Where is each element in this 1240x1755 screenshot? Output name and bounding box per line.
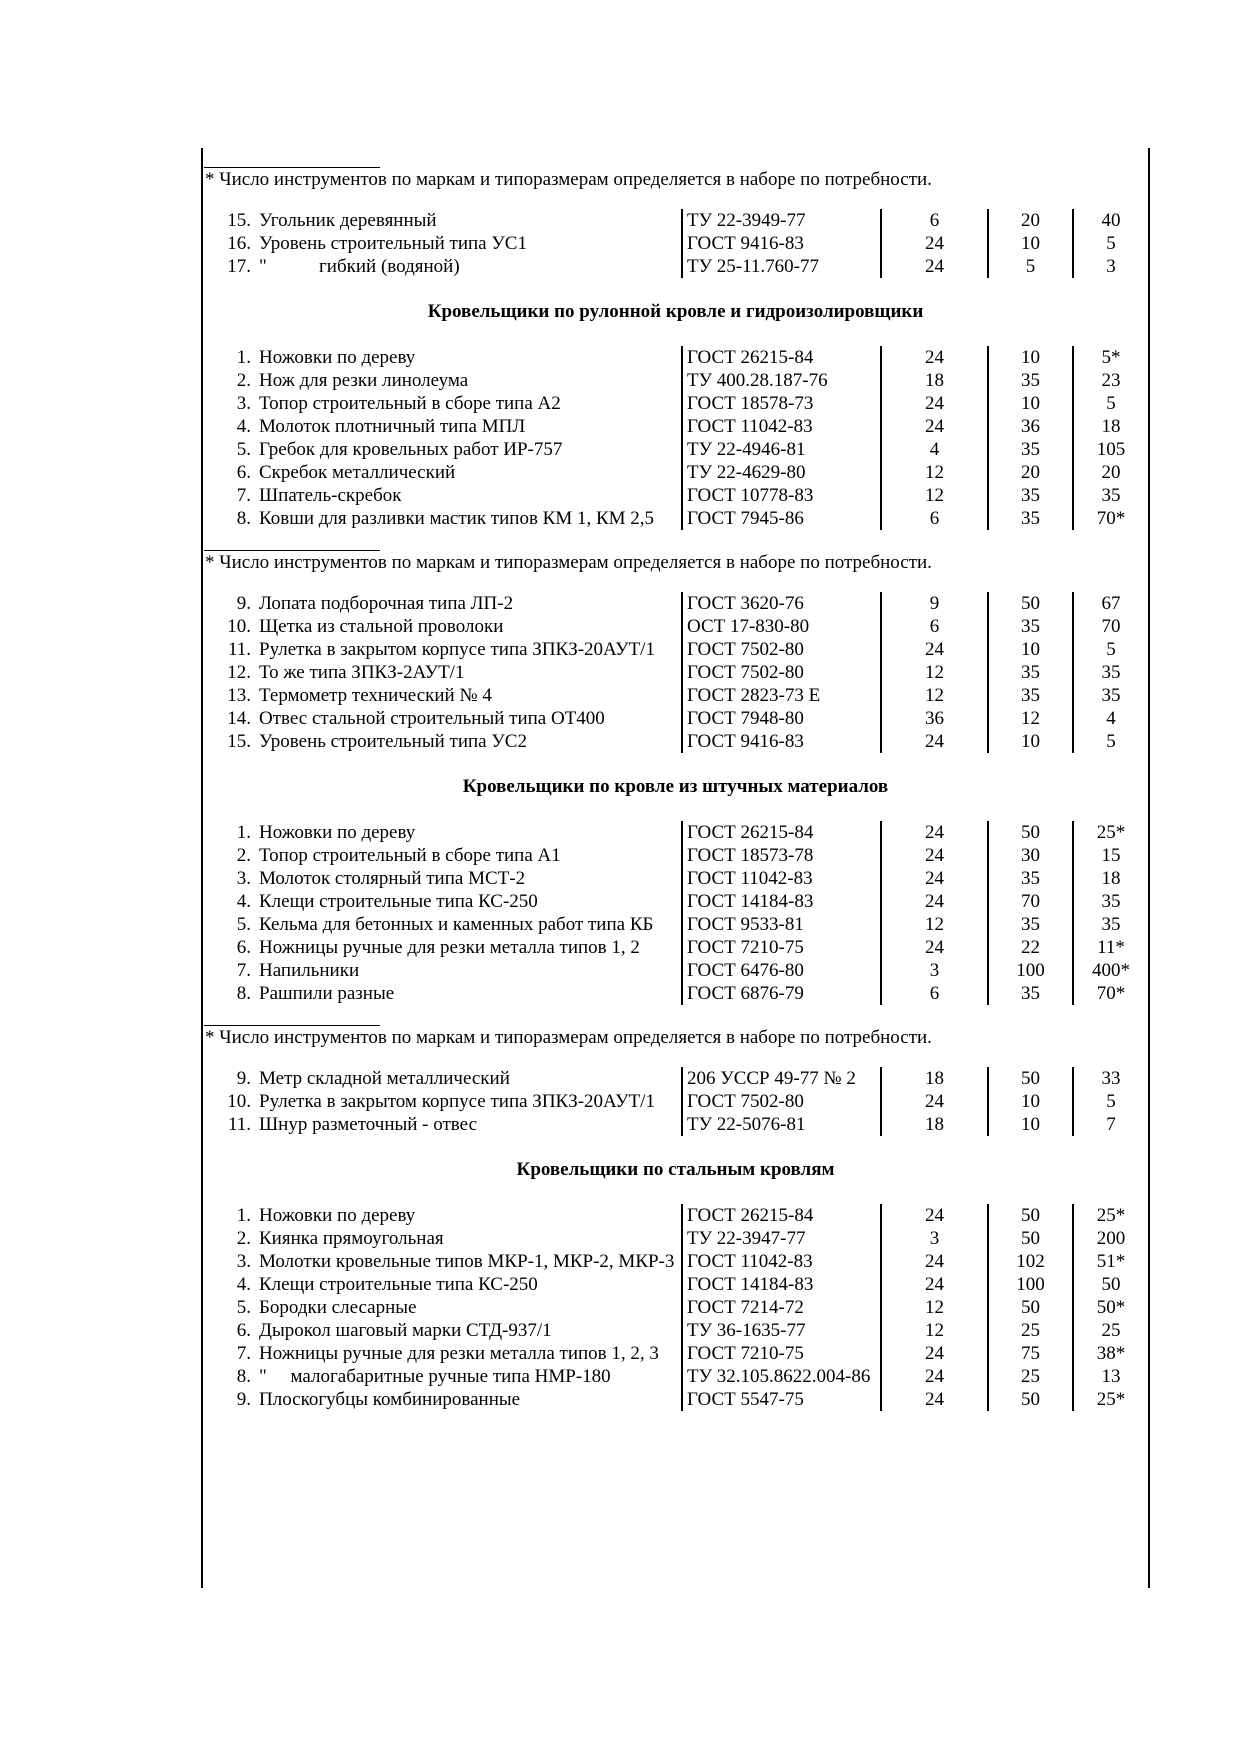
item-name: Молоток плотничный типа МПЛ	[259, 416, 526, 437]
item-standard: ГОСТ 7210-75	[682, 1342, 881, 1365]
table-row	[203, 913, 1148, 936]
item-number: 11.	[227, 1114, 251, 1135]
item-number: 7.	[236, 1343, 251, 1364]
item-value-a: 6	[881, 982, 988, 1005]
item-name: Клещи строительные типа КС-250	[259, 891, 538, 912]
item-name: Ножницы ручные для резки металла типов 1, 2	[259, 937, 640, 958]
item-value-a: 12	[881, 661, 988, 684]
item-value-a: 12	[881, 1319, 988, 1342]
item-value-c: 5	[1073, 638, 1148, 661]
footnote: * Число инструментов по маркам и типоразмерам определяется в наборе по потребности.	[205, 552, 932, 573]
item-value-a: 12	[881, 461, 988, 484]
footnote: * Число инструментов по маркам и типоразмерам определяется в наборе по потребности.	[205, 169, 932, 190]
item-number: 3.	[236, 393, 251, 414]
item-standard: ГОСТ 7948-80	[682, 707, 881, 730]
item-value-a: 24	[881, 1250, 988, 1273]
table-row	[203, 507, 1148, 530]
item-value-b: 10	[988, 730, 1073, 753]
item-number: 4.	[236, 416, 251, 437]
item-value-c: 5	[1073, 232, 1148, 255]
item-value-c: 15	[1073, 844, 1148, 867]
item-name: Термометр технический № 4	[259, 685, 492, 706]
right-border-line	[1148, 148, 1150, 1588]
item-value-b: 10	[988, 392, 1073, 415]
items-table-s1	[203, 346, 1148, 530]
item-value-b: 50	[988, 592, 1073, 615]
item-value-a: 24	[881, 844, 988, 867]
item-value-b: 12	[988, 707, 1073, 730]
item-value-c: 7	[1073, 1113, 1148, 1136]
item-number: 6.	[236, 937, 251, 958]
item-value-c: 5*	[1073, 346, 1148, 369]
item-value-b: 70	[988, 890, 1073, 913]
item-standard: ТУ 25-11.760-77	[682, 255, 881, 278]
item-standard: ГОСТ 26215-84	[682, 821, 881, 844]
item-value-c: 400*	[1073, 959, 1148, 982]
items-table-s0	[203, 209, 1148, 278]
item-standard: ГОСТ 7502-80	[682, 661, 881, 684]
item-standard: ГОСТ 7502-80	[682, 1090, 881, 1113]
item-value-b: 35	[988, 913, 1073, 936]
item-value-b: 35	[988, 438, 1073, 461]
item-number: 3.	[236, 1251, 251, 1272]
table-row	[203, 1273, 1148, 1296]
item-value-c: 70*	[1073, 982, 1148, 1005]
item-value-a: 3	[881, 959, 988, 982]
item-name: Щетка из стальной проволоки	[259, 616, 504, 637]
item-name: Напильники	[259, 960, 360, 981]
item-value-b: 35	[988, 484, 1073, 507]
item-name: Уровень строительный типа УС1	[259, 233, 527, 254]
item-value-b: 10	[988, 232, 1073, 255]
item-name: Рулетка в закрытом корпусе типа ЗПКЗ-20АУТ/1	[259, 639, 655, 660]
item-number: 13.	[227, 685, 251, 706]
item-value-c: 23	[1073, 369, 1148, 392]
item-standard: ГОСТ 7214-72	[682, 1296, 881, 1319]
item-number: 7.	[236, 485, 251, 506]
item-value-b: 10	[988, 346, 1073, 369]
item-name: Шпатель-скребок	[259, 485, 402, 506]
document-content	[203, 148, 1148, 1411]
item-value-c: 35	[1073, 484, 1148, 507]
item-value-b: 5	[988, 255, 1073, 278]
item-value-c: 35	[1073, 661, 1148, 684]
table-row	[203, 844, 1148, 867]
item-standard: ГОСТ 14184-83	[682, 890, 881, 913]
item-value-a: 18	[881, 1067, 988, 1090]
item-standard: ТУ 400.28.187-76	[682, 369, 881, 392]
item-number: 2.	[236, 845, 251, 866]
item-standard: ОСТ 17-830-80	[682, 615, 881, 638]
item-standard: ГОСТ 3620-76	[682, 592, 881, 615]
item-value-c: 40	[1073, 209, 1148, 232]
item-number: 5.	[236, 1297, 251, 1318]
item-value-c: 50	[1073, 1273, 1148, 1296]
item-standard: ГОСТ 18573-78	[682, 844, 881, 867]
item-value-b: 25	[988, 1319, 1073, 1342]
item-value-a: 24	[881, 415, 988, 438]
table-row	[203, 638, 1148, 661]
item-standard: ГОСТ 7502-80	[682, 638, 881, 661]
item-value-a: 9	[881, 592, 988, 615]
item-name: Отвес стальной строительный типа ОТ400	[259, 708, 605, 729]
item-value-b: 102	[988, 1250, 1073, 1273]
item-value-b: 35	[988, 982, 1073, 1005]
table-row	[203, 369, 1148, 392]
item-value-c: 13	[1073, 1365, 1148, 1388]
item-value-c: 5	[1073, 730, 1148, 753]
item-value-a: 24	[881, 392, 988, 415]
table-row	[203, 438, 1148, 461]
item-number: 10.	[227, 616, 251, 637]
item-value-a: 24	[881, 936, 988, 959]
item-standard: ГОСТ 7945-86	[682, 507, 881, 530]
item-number: 7.	[236, 960, 251, 981]
item-value-c: 33	[1073, 1067, 1148, 1090]
item-value-c: 18	[1073, 415, 1148, 438]
item-value-a: 12	[881, 913, 988, 936]
item-value-a: 24	[881, 1365, 988, 1388]
item-name: Дырокол шаговый марки СТД-937/1	[259, 1320, 552, 1341]
item-value-a: 24	[881, 255, 988, 278]
item-value-b: 50	[988, 1227, 1073, 1250]
item-number: 9.	[236, 593, 251, 614]
item-value-b: 35	[988, 661, 1073, 684]
item-value-c: 51*	[1073, 1250, 1148, 1273]
table-row	[203, 392, 1148, 415]
item-name: Гребок для кровельных работ ИР-757	[259, 439, 563, 460]
item-name: Шнур разметочный - отвес	[259, 1114, 478, 1135]
item-name: Молоток столярный типа МСТ-2	[259, 868, 526, 889]
table-row	[203, 890, 1148, 913]
item-standard: ГОСТ 9416-83	[682, 232, 881, 255]
item-standard: ГОСТ 26215-84	[682, 346, 881, 369]
item-number: 8.	[236, 508, 251, 529]
item-value-b: 50	[988, 821, 1073, 844]
item-value-c: 5	[1073, 392, 1148, 415]
item-number: 4.	[236, 891, 251, 912]
table-row	[203, 867, 1148, 890]
item-number: 9.	[236, 1389, 251, 1410]
table-row	[203, 1113, 1148, 1136]
item-value-c: 25	[1073, 1319, 1148, 1342]
item-value-a: 24	[881, 821, 988, 844]
items-table-s3	[203, 821, 1148, 1005]
item-value-c: 18	[1073, 867, 1148, 890]
item-number: 12.	[227, 662, 251, 683]
section-heading-roll-roofing: Кровельщики по рулонной кровле и гидроизолировщики	[427, 301, 924, 322]
item-standard: ТУ 36-1635-77	[682, 1319, 881, 1342]
item-value-a: 6	[881, 615, 988, 638]
item-value-b: 35	[988, 507, 1073, 530]
item-value-a: 6	[881, 507, 988, 530]
item-name: Уровень строительный типа УС2	[259, 731, 527, 752]
table-row	[203, 232, 1148, 255]
item-value-a: 24	[881, 1273, 988, 1296]
table-row	[203, 707, 1148, 730]
item-standard: ТУ 32.105.8622.004-86	[682, 1365, 881, 1388]
items-table-s2	[203, 592, 1148, 753]
item-number: 16.	[227, 233, 251, 254]
item-value-b: 36	[988, 415, 1073, 438]
table-row	[203, 1067, 1148, 1090]
item-number: 5.	[236, 439, 251, 460]
table-row	[203, 936, 1148, 959]
item-name: Лопата подборочная типа ЛП-2	[259, 593, 514, 614]
item-value-c: 20	[1073, 461, 1148, 484]
item-value-b: 30	[988, 844, 1073, 867]
item-value-b: 35	[988, 684, 1073, 707]
item-value-a: 24	[881, 232, 988, 255]
item-value-b: 22	[988, 936, 1073, 959]
item-value-a: 24	[881, 730, 988, 753]
table-row	[203, 1250, 1148, 1273]
item-value-b: 10	[988, 1113, 1073, 1136]
item-value-c: 70	[1073, 615, 1148, 638]
item-name: Скребок металлический	[259, 462, 456, 483]
item-standard: ГОСТ 6476-80	[682, 959, 881, 982]
item-name: Ножовки по дереву	[259, 347, 416, 368]
item-number: 3.	[236, 868, 251, 889]
items-table-s4	[203, 1067, 1148, 1136]
item-number: 14.	[227, 708, 251, 729]
item-name: Угольник деревянный	[259, 210, 437, 231]
item-value-a: 12	[881, 1296, 988, 1319]
item-name: Плоскогубцы комбинированные	[259, 1389, 521, 1410]
item-value-c: 35	[1073, 913, 1148, 936]
item-value-b: 100	[988, 1273, 1073, 1296]
item-standard: ТУ 22-4629-80	[682, 461, 881, 484]
item-number: 8.	[236, 1366, 251, 1387]
item-number: 2.	[236, 1228, 251, 1249]
table-row	[203, 1365, 1148, 1388]
table-row	[203, 484, 1148, 507]
item-value-c: 35	[1073, 890, 1148, 913]
item-standard: ГОСТ 9533-81	[682, 913, 881, 936]
item-value-b: 10	[988, 638, 1073, 661]
item-value-b: 50	[988, 1067, 1073, 1090]
item-name: Киянка прямоугольная	[259, 1228, 444, 1249]
item-value-a: 24	[881, 346, 988, 369]
item-number: 8.	[236, 983, 251, 1004]
item-number: 10.	[227, 1091, 251, 1112]
table-row	[203, 821, 1148, 844]
item-name: Бородки слесарные	[259, 1297, 417, 1318]
section-heading-steel-roofing: Кровельщики по стальным кровлям	[516, 1159, 835, 1180]
item-value-b: 35	[988, 615, 1073, 638]
table-row	[203, 461, 1148, 484]
table-row	[203, 415, 1148, 438]
table-row	[203, 1204, 1148, 1227]
table-row	[203, 592, 1148, 615]
item-name: Ножовки по дереву	[259, 1205, 416, 1226]
item-value-b: 20	[988, 461, 1073, 484]
table-row	[203, 615, 1148, 638]
item-value-c: 50*	[1073, 1296, 1148, 1319]
item-standard: ГОСТ 10778-83	[682, 484, 881, 507]
item-value-a: 24	[881, 638, 988, 661]
item-value-c: 5	[1073, 1090, 1148, 1113]
item-number: 6.	[236, 1320, 251, 1341]
item-name: Рулетка в закрытом корпусе типа ЗПКЗ-20АУТ/1	[259, 1091, 655, 1112]
item-value-a: 18	[881, 1113, 988, 1136]
item-number: 6.	[236, 462, 251, 483]
item-number: 1.	[236, 347, 251, 368]
item-standard: ГОСТ 14184-83	[682, 1273, 881, 1296]
item-value-a: 24	[881, 1204, 988, 1227]
item-value-a: 24	[881, 890, 988, 913]
item-value-b: 100	[988, 959, 1073, 982]
item-name: Клещи строительные типа КС-250	[259, 1274, 538, 1295]
item-number: 5.	[236, 914, 251, 935]
item-number: 9.	[236, 1068, 251, 1089]
item-name: Метр складной металлический	[259, 1068, 510, 1089]
item-number: 15.	[227, 731, 251, 752]
item-value-c: 105	[1073, 438, 1148, 461]
item-name: Топор строительный в сборе типа А1	[259, 845, 561, 866]
table-row	[203, 1296, 1148, 1319]
item-value-c: 25*	[1073, 821, 1148, 844]
item-standard: ГОСТ 6876-79	[682, 982, 881, 1005]
item-value-a: 24	[881, 1342, 988, 1365]
item-value-a: 4	[881, 438, 988, 461]
item-standard: ГОСТ 5547-75	[682, 1388, 881, 1411]
item-name: Молотки кровельные типов МКР-1, МКР-2, МКР-3	[259, 1251, 675, 1272]
item-value-c: 3	[1073, 255, 1148, 278]
item-number: 11.	[227, 639, 251, 660]
item-value-a: 24	[881, 1388, 988, 1411]
item-value-a: 24	[881, 1090, 988, 1113]
item-value-c: 4	[1073, 707, 1148, 730]
item-name: Рашпили разные	[259, 983, 395, 1004]
item-number: 17.	[227, 256, 251, 277]
item-standard: ГОСТ 11042-83	[682, 415, 881, 438]
table-row	[203, 661, 1148, 684]
item-standard: ГОСТ 7210-75	[682, 936, 881, 959]
item-name: Топор строительный в сборе типа А2	[259, 393, 561, 414]
item-value-b: 35	[988, 369, 1073, 392]
section-heading-piece-materials: Кровельщики по кровле из штучных материалов	[462, 776, 889, 797]
item-standard: ГОСТ 11042-83	[682, 867, 881, 890]
item-name: Ножницы ручные для резки металла типов 1, 2, 3	[259, 1343, 659, 1364]
item-value-b: 50	[988, 1204, 1073, 1227]
table-row	[203, 1090, 1148, 1113]
item-standard: ТУ 22-5076-81	[682, 1113, 881, 1136]
item-value-b: 75	[988, 1342, 1073, 1365]
item-value-c: 67	[1073, 592, 1148, 615]
item-value-a: 12	[881, 684, 988, 707]
item-number: 15.	[227, 210, 251, 231]
footnote: * Число инструментов по маркам и типоразмерам определяется в наборе по потребности.	[205, 1027, 932, 1048]
item-value-c: 200	[1073, 1227, 1148, 1250]
item-value-c: 25*	[1073, 1204, 1148, 1227]
item-standard: ГОСТ 26215-84	[682, 1204, 881, 1227]
item-value-b: 50	[988, 1388, 1073, 1411]
item-number: 4.	[236, 1274, 251, 1295]
item-value-a: 24	[881, 867, 988, 890]
item-standard: ТУ 22-4946-81	[682, 438, 881, 461]
item-value-b: 35	[988, 867, 1073, 890]
table-row	[203, 1227, 1148, 1250]
item-value-a: 6	[881, 209, 988, 232]
item-name: Ковши для разливки мастик типов КМ 1, КМ 2,5	[259, 508, 655, 529]
item-number: 1.	[236, 1205, 251, 1226]
table-row	[203, 982, 1148, 1005]
table-row	[203, 1319, 1148, 1342]
item-number: 2.	[236, 370, 251, 391]
item-standard: ГОСТ 9416-83	[682, 730, 881, 753]
item-value-c: 35	[1073, 684, 1148, 707]
item-value-c: 38*	[1073, 1342, 1148, 1365]
item-standard: ГОСТ 2823-73 Е	[682, 684, 881, 707]
item-standard: ГОСТ 11042-83	[682, 1250, 881, 1273]
item-value-b: 20	[988, 209, 1073, 232]
item-name: Ножовки по дереву	[259, 822, 416, 843]
item-standard: 206 УССР 49-77 № 2	[682, 1067, 881, 1090]
table-row	[203, 346, 1148, 369]
table-row	[203, 730, 1148, 753]
item-standard: ТУ 22-3949-77	[682, 209, 881, 232]
item-name: Нож для резки линолеума	[259, 370, 469, 391]
item-name: " малогабаритные ручные типа НМР-180	[259, 1366, 611, 1387]
item-value-a: 12	[881, 484, 988, 507]
item-name: Кельма для бетонных и каменных работ типа КБ	[259, 914, 654, 935]
item-value-c: 11*	[1073, 936, 1148, 959]
items-table-s5	[203, 1204, 1148, 1411]
item-standard: ГОСТ 18578-73	[682, 392, 881, 415]
item-standard: ТУ 22-3947-77	[682, 1227, 881, 1250]
item-value-c: 70*	[1073, 507, 1148, 530]
item-name: " гибкий (водяной)	[259, 256, 460, 277]
item-value-c: 25*	[1073, 1388, 1148, 1411]
table-row	[203, 959, 1148, 982]
table-row	[203, 1342, 1148, 1365]
item-name: То же типа ЗПКЗ-2АУТ/1	[259, 662, 465, 683]
table-row	[203, 684, 1148, 707]
item-value-b: 10	[988, 1090, 1073, 1113]
item-value-b: 25	[988, 1365, 1073, 1388]
item-value-a: 36	[881, 707, 988, 730]
table-row	[203, 255, 1148, 278]
table-row	[203, 1388, 1148, 1411]
item-value-b: 50	[988, 1296, 1073, 1319]
item-value-a: 3	[881, 1227, 988, 1250]
item-number: 1.	[236, 822, 251, 843]
table-row	[203, 209, 1148, 232]
item-value-a: 18	[881, 369, 988, 392]
